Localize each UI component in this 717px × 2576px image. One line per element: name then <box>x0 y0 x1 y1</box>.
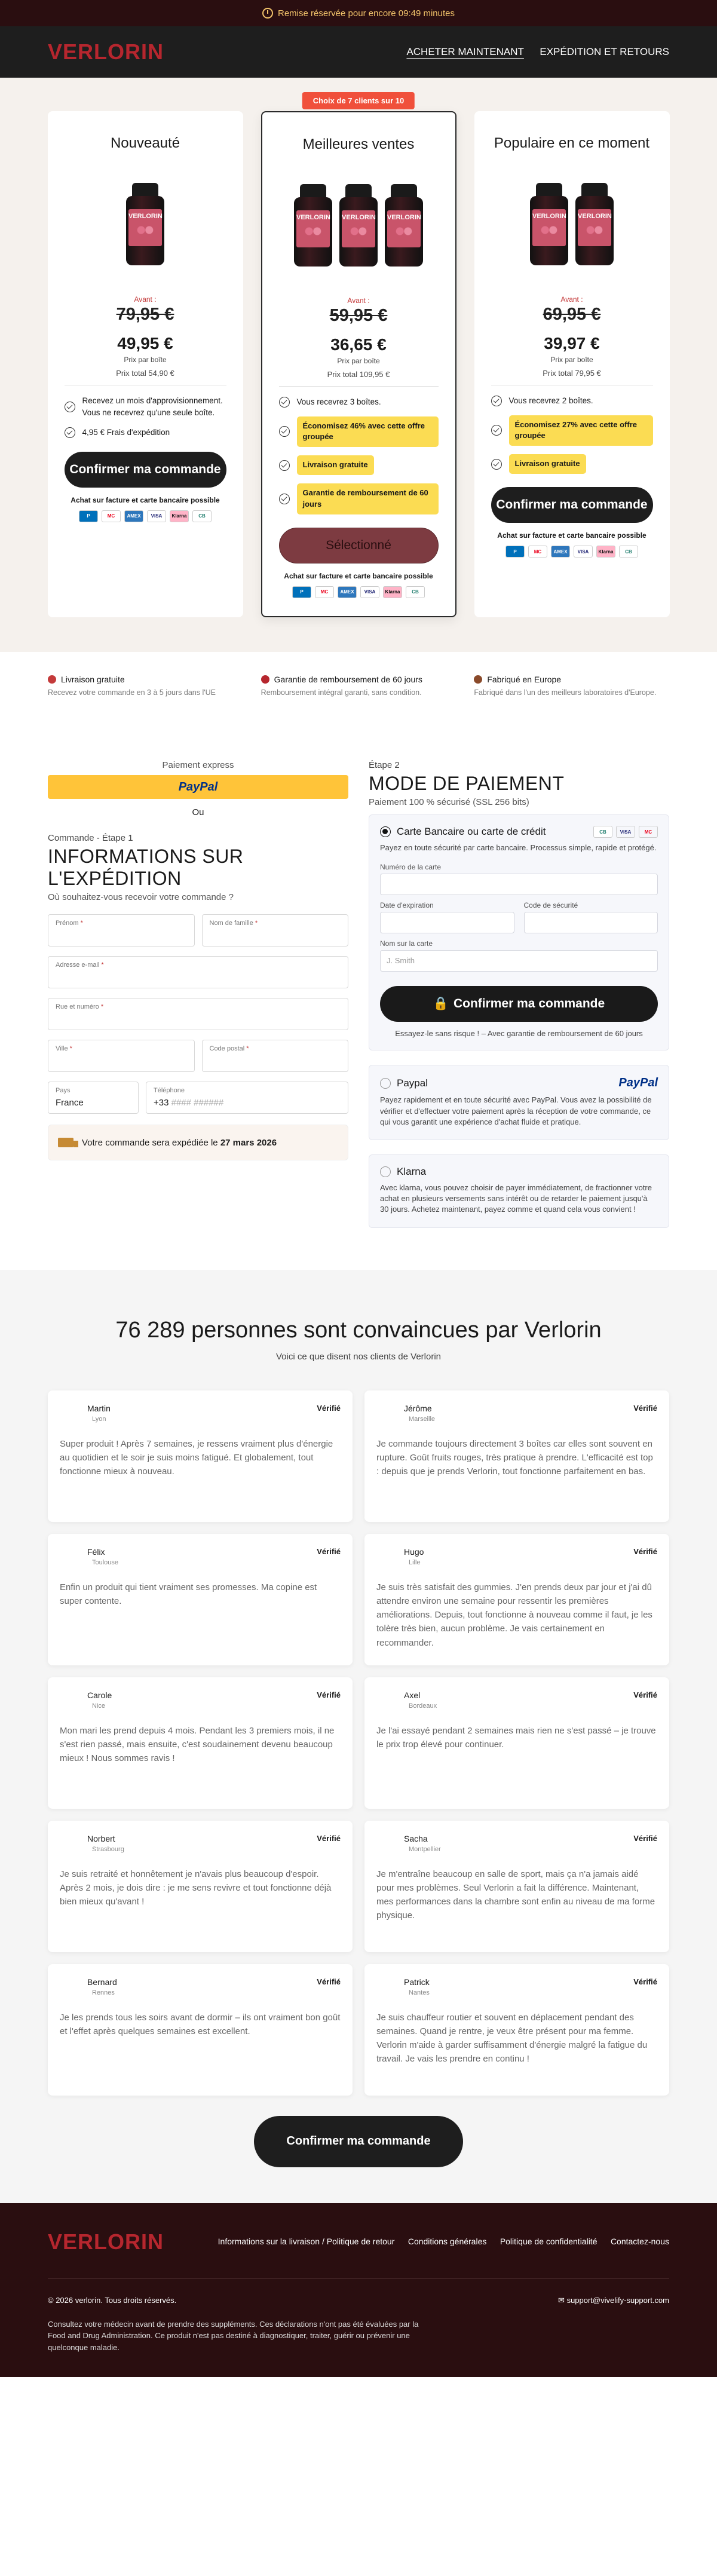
offer-title: Populaire en ce moment <box>494 135 650 151</box>
review-card <box>48 1821 353 1952</box>
reviews-title: 76 289 personnes sont convaincues par Verlorin <box>115 1317 602 1343</box>
offer-feature: Garantie de remboursement de 60 jours <box>279 483 439 514</box>
check-icon <box>65 427 75 438</box>
bottle-image: VERLORIN <box>337 184 380 267</box>
offer-feature: Recevez un mois d'approvisionnement. Vous ne recevrez qu'une seule boîte. <box>65 395 226 418</box>
reviews-lead: Voici ce que disent nos clients de Verlorin <box>276 1351 441 1362</box>
payment-line: Achat sur facture et carte bancaire possible <box>284 571 433 580</box>
payment-icon: MC <box>102 510 121 522</box>
old-price: 59,95 € <box>329 306 388 325</box>
klarna-desc: Avec klarna, vous pouvez choisir de payer immédiatement, de fractionner votre achat en plusieurs versements sans intérêt ou de retarder le paiement jusqu'à 30 jours. Achetez maintenant, payez comme et quand cela vous convient ! <box>380 1183 652 1214</box>
review-text: Je m'entraîne beaucoup en salle de sport, mais ça n'a jamais aidé pour mes problèmes. Seul Verlorin a fait la différence. Maintenant, mes performances dans la chambre sont enfin au niveau de ma forme physique. <box>376 1869 655 1921</box>
reviewer-city: Marseille <box>409 1415 436 1423</box>
nav-buy-now[interactable]: ACHETER MAINTENANT <box>406 46 524 57</box>
payment-title: MODE DE PAIEMENT <box>369 773 565 795</box>
payment-icons <box>279 586 439 598</box>
payment-step-label: Étape 2 <box>369 760 400 771</box>
offer-feature: Livraison gratuite <box>491 454 653 474</box>
reassurance-strip <box>48 652 669 725</box>
card-name-label: Nom sur la carte <box>380 939 433 948</box>
payment-icon: VISA <box>574 546 593 558</box>
reviewer-name: Carole <box>87 1690 112 1700</box>
price-per-box: Prix par boîte <box>337 357 380 365</box>
payment-icon: AMEX <box>124 510 143 522</box>
street-field[interactable]: Rue et numéro * <box>48 998 348 1030</box>
payment-icon: CB <box>619 546 638 558</box>
reviewer-name: Patrick <box>404 1977 430 1987</box>
selected-button[interactable]: Sélectionné <box>279 528 439 563</box>
review-text: Je commande toujours directement 3 boîtes car elles sont souvent en rupture. Goût fruits rouges, très pratique à prendre. L'efficacité est top : depuis que je prends Verlorin, tout fonctionne parfaitement en bas. <box>376 1438 653 1477</box>
before-label: Avant : <box>347 296 370 305</box>
check-icon <box>279 426 290 437</box>
review-text: Super produit ! Après 7 semaines, je ressens vraiment plus d'énergie au quotidien et le soir je suis moins fatigué. Et globalement, tout fonctionne mieux à nouveau. <box>60 1438 333 1477</box>
verified-badge: Vérifié <box>633 1546 657 1556</box>
payment-icon: P <box>292 586 311 598</box>
offer-feature: Économisez 46% avec cette offre groupée <box>279 416 439 448</box>
verified-badge: Vérifié <box>317 1833 341 1843</box>
payment-icon: MC <box>528 546 547 558</box>
cvc-input[interactable] <box>524 912 658 933</box>
review-text: Enfin un produit qui tient vraiment ses promesses. Ma copine est super contente. <box>60 1582 317 1606</box>
phone-field[interactable]: Téléphone +33 #### ###### <box>146 1082 348 1114</box>
mail-icon: ✉ <box>558 2295 567 2305</box>
verified-badge: Vérifié <box>633 1833 657 1843</box>
klarna-payment-option[interactable]: Klarna Avec klarna, vous pouvez choisir de payer immédiatement, de fractionner votre achat en plusieurs versements sans intérêt ou de retarder le paiement jusqu'à 30 jours. Achetez maintenant, payez comme et quand cela vous convient ! <box>369 1154 669 1228</box>
check-icon <box>491 425 502 436</box>
review-card <box>364 1390 669 1522</box>
payment-icon: P <box>505 546 525 558</box>
review-card <box>48 1964 353 2096</box>
offer-feature: Vous recevrez 2 boîtes. <box>491 395 653 407</box>
check-icon <box>279 494 290 504</box>
expiry-input[interactable] <box>380 912 514 933</box>
expiry-label: Date d'expiration <box>380 901 434 910</box>
old-price: 79,95 € <box>116 305 174 324</box>
check-icon <box>279 460 290 471</box>
countdown-bar <box>0 0 717 26</box>
klarna-radio[interactable] <box>380 1166 391 1177</box>
offer-title: Nouveauté <box>110 135 180 151</box>
payment-line: Achat sur facture et carte bancaire possible <box>497 531 646 540</box>
offer-card[interactable] <box>474 111 670 617</box>
card-number-input[interactable] <box>380 874 658 895</box>
price-per-box: Prix par boîte <box>124 356 167 364</box>
shipping-form <box>48 760 348 1227</box>
disclaimer: Consultez votre médecin avant de prendre des suppléments. Ces déclarations n'ont pas été évaluées par la Food and Drug Administration. Ce produit n'est pas destiné à diagnostiquer, traiter, guérir ou prévenir une quelconque maladie. <box>48 2319 419 2352</box>
email-field[interactable]: Adresse e-mail * <box>48 956 348 988</box>
payment-icon: CB <box>406 586 425 598</box>
review-text: Je suis retraité et honnêtement je n'avais plus beaucoup d'espoir. Après 2 mois, je dois dire : je me sens revivre et tout fonctionne déjà bien mieux qu'avant ! <box>60 1869 332 1907</box>
reassurance-item: Garantie de remboursement de 60 jours Remboursement intégral garanti, sans condition. <box>261 674 422 697</box>
offers-section <box>0 78 717 652</box>
verified-badge: Vérifié <box>633 1977 657 1986</box>
reviews-section <box>0 1270 717 2203</box>
payment-icon: VISA <box>360 586 379 598</box>
lock-icon: 🔒 <box>433 997 449 1011</box>
city-field[interactable]: Ville * <box>48 1040 195 1072</box>
old-price: 69,95 € <box>543 305 601 324</box>
payment-icon: Klarna <box>383 586 402 598</box>
before-label: Avant : <box>134 295 157 304</box>
shipping-subtitle: Où souhaitez-vous recevoir votre commande ? <box>48 892 234 903</box>
offer-title: Meilleures ventes <box>302 136 415 152</box>
offer-card[interactable] <box>48 111 243 617</box>
reviews-confirm-button[interactable]: Confirmer ma commande <box>254 2116 463 2167</box>
offer-feature: 4,95 € Frais d'expédition <box>65 427 226 439</box>
review-card <box>364 1964 669 2096</box>
total-price: Prix total 79,95 € <box>491 369 653 385</box>
badge-icon <box>261 675 269 684</box>
review-text: Je les prends tous les soirs avant de dormir – ils ont vraiment bon goût et l'effet après quelques semaines est excellent. <box>60 2012 341 2036</box>
check-icon <box>491 459 502 470</box>
paypal-express-button[interactable] <box>48 775 348 799</box>
reviewer-name: Axel <box>404 1690 421 1700</box>
payment-section <box>369 760 669 1227</box>
paypal-logo: PayPal <box>618 1076 658 1090</box>
review-text: Je l'ai essayé pendant 2 semaines mais rien ne s'est passé – je trouve le prix trop élevé pour continuer. <box>376 1725 656 1750</box>
risk-free-note: Essayez-le sans risque ! – Avec garantie de remboursement de 60 jours <box>395 1029 643 1039</box>
main-nav <box>393 46 669 58</box>
check-icon <box>65 402 75 412</box>
confirm-order-button[interactable]: Confirmer ma commande <box>491 487 653 523</box>
country-select[interactable]: Pays France <box>48 1082 139 1114</box>
reviewer-city: Toulouse <box>92 1558 119 1566</box>
payment-icon: Klarna <box>596 546 615 558</box>
product-image <box>279 171 439 267</box>
offer-price: 36,65 € <box>330 335 387 354</box>
review-text: Je suis très satisfait des gummies. J'en prends deux par jour et j'ai dû attendre environ une semaine pour ressentir les premières améliorations. Depuis, tout fonctionne à nouveau comme il faut, je les tolère très bien, aucun problème. Je vais certainement en recommander. <box>376 1582 652 1648</box>
reviewer-city: Strasbourg <box>92 1845 124 1853</box>
card-payment-option[interactable]: Carte Bancaire ou carte de crédit CB VISA MC Payez en toute sécurité par carte bancaire. Processus simple, rapide et protégé. Numéro de la carte Date d'expiration Code de sécurité Nom sur la carte J. Smith 🔒 Confirmer ma commande Essayez-le sans risque ! – Avec garantie de remboursement de 60 jours <box>369 814 669 1050</box>
checkout-section <box>48 724 669 1269</box>
price-per-box: Prix par boîte <box>550 356 593 364</box>
verified-badge: Vérifié <box>317 1690 341 1699</box>
visa-icon: VISA <box>616 826 635 838</box>
paypal-payment-option[interactable]: Paypal PayPal Payez rapidement et en toute sécurité avec PayPal. Vous avez la possibilité de vérifier et d'effectuer votre paiement après la réception de votre commande, ce qui vous garantit une expérience d'achat fluide et pratique. <box>369 1065 669 1140</box>
footer-link-contact[interactable]: Contactez-nous <box>610 2236 669 2246</box>
footer-link-shipping[interactable]: Informations sur la livraison / Politique de retour <box>217 2236 395 2246</box>
card-name-input[interactable]: J. Smith <box>380 950 658 972</box>
popular-badge: Choix de 7 clients sur 10 <box>302 92 415 109</box>
review-text: Mon mari les prend depuis 4 mois. Pendant les 3 premiers mois, il ne s'est rien passé, mais ensuite, c'est soudainement devenu beaucoup mieux ! Nous sommes ravis ! <box>60 1725 335 1764</box>
review-card <box>48 1677 353 1809</box>
reviewer-name: Jérôme <box>404 1403 432 1413</box>
check-icon <box>279 397 290 408</box>
cvc-label: Code de sécurité <box>523 901 578 910</box>
bottle-image: VERLORIN <box>573 183 616 265</box>
verified-badge: Vérifié <box>317 1403 341 1413</box>
payment-icons <box>491 546 653 558</box>
product-image <box>65 170 226 265</box>
truck-icon <box>58 1138 73 1147</box>
support-email[interactable]: ✉ support@vivelify-support.com <box>558 2295 669 2305</box>
express-label: Paiement express <box>162 760 234 771</box>
reviewer-name: Norbert <box>87 1833 115 1843</box>
payment-icons <box>65 510 226 522</box>
confirm-order-button[interactable]: Confirmer ma commande <box>65 452 226 488</box>
total-price: Prix total 109,95 € <box>279 370 439 387</box>
badge-icon <box>48 675 56 684</box>
payment-line: Achat sur facture et carte bancaire possible <box>71 495 220 504</box>
footer-link-privacy[interactable]: Politique de confidentialité <box>500 2236 598 2246</box>
bottle-image: VERLORIN <box>528 183 571 265</box>
payment-icon: MC <box>315 586 334 598</box>
logo[interactable]: VERLORIN <box>48 39 164 64</box>
footer-link-terms[interactable]: Conditions générales <box>407 2236 487 2246</box>
reassurance-item: Livraison gratuite Recevez votre commande en 3 à 5 jours dans l'UE <box>48 674 216 697</box>
payment-icon: Klarna <box>170 510 189 522</box>
step-label: Commande - Étape 1 <box>48 833 133 844</box>
verified-badge: Vérifié <box>317 1546 341 1556</box>
product-image <box>491 170 653 265</box>
reviewer-name: Félix <box>87 1546 105 1557</box>
review-card <box>364 1677 669 1809</box>
review-card <box>48 1390 353 1522</box>
reviewer-name: Bernard <box>87 1977 117 1987</box>
footer-logo[interactable]: VERLORIN <box>48 2229 164 2254</box>
shipping-title: INFORMATIONS SUR L'EXPÉDITION <box>48 846 244 890</box>
reviewer-name: Hugo <box>404 1546 424 1557</box>
mastercard-icon: MC <box>639 826 658 838</box>
reviewer-city: Montpellier <box>409 1845 441 1853</box>
badge-icon <box>474 675 482 684</box>
offer-feature: Vous recevrez 3 boîtes. <box>279 396 439 408</box>
reviewer-city: Nantes <box>409 1989 430 1996</box>
first-name-field[interactable]: Prénom * <box>48 914 195 947</box>
review-card <box>364 1821 669 1952</box>
payment-icon: AMEX <box>338 586 357 598</box>
nav-shipping-returns[interactable]: EXPÉDITION ET RETOURS <box>540 46 669 57</box>
or-divider: Ou <box>192 807 204 818</box>
paypal-radio[interactable] <box>380 1078 391 1089</box>
card-desc: Payez en toute sécurité par carte bancaire. Processus simple, rapide et protégé. <box>380 843 657 853</box>
reviewer-city: Rennes <box>92 1989 115 1996</box>
offer-price: 49,95 € <box>117 334 173 353</box>
payment-subtitle: Paiement 100 % sécurisé (SSL 256 bits) <box>369 797 529 808</box>
offer-feature: Économisez 27% avec cette offre groupée <box>491 415 653 446</box>
reviewer-city: Bordeaux <box>409 1702 437 1710</box>
payment-icon: P <box>79 510 98 522</box>
review-card <box>48 1534 353 1665</box>
clock-icon <box>262 8 273 19</box>
reviewer-name: Sacha <box>404 1833 428 1843</box>
offer-card[interactable] <box>261 96 456 617</box>
reviewer-city: Lyon <box>92 1415 106 1423</box>
payment-icon: VISA <box>147 510 166 522</box>
before-label: Avant : <box>560 295 583 304</box>
verified-badge: Vérifié <box>633 1403 657 1413</box>
bottle-image: VERLORIN <box>124 183 167 265</box>
reviewer-city: Lille <box>409 1558 421 1566</box>
confirm-payment-button[interactable]: 🔒 Confirmer ma commande <box>380 986 658 1022</box>
payment-icon: AMEX <box>551 546 570 558</box>
last-name-field[interactable]: Nom de famille * <box>202 914 349 947</box>
reassurance-item: Fabriqué en Europe Fabriqué dans l'un des meilleurs laboratoires d'Europe. <box>474 674 657 697</box>
card-radio[interactable] <box>380 826 391 837</box>
card-number-label: Numéro de la carte <box>380 863 442 872</box>
copyright: © 2026 verlorin. Tous droits réservés. <box>48 2295 177 2305</box>
bottle-image: VERLORIN <box>292 184 335 267</box>
site-footer <box>0 2203 717 2378</box>
reviewer-name: Martin <box>87 1403 111 1413</box>
verified-badge: Vérifié <box>317 1977 341 1986</box>
review-card <box>364 1534 669 1665</box>
paypal-desc: Payez rapidement et en toute sécurité avec PayPal. Vous avez la possibilité de vérifier et d'effectuer votre paiement après la réception de votre commande, ce qui vous garantit une expérience d'achat fluide et pratique. <box>380 1095 652 1126</box>
site-header <box>0 26 717 78</box>
shipping-date-note: Votre commande sera expédiée le 27 mars 2026 <box>48 1125 348 1160</box>
check-icon <box>491 396 502 406</box>
offer-price: 39,97 € <box>544 334 600 353</box>
bottle-image: VERLORIN <box>382 184 425 267</box>
cb-icon: CB <box>593 826 612 838</box>
payment-icon: CB <box>192 510 212 522</box>
paypal-logo: PayPal <box>178 780 218 794</box>
postal-code-field[interactable]: Code postal * <box>202 1040 349 1072</box>
total-price: Prix total 54,90 € <box>65 369 226 385</box>
reviewer-city: Nice <box>92 1702 106 1710</box>
countdown-text: Remise réservée pour encore 09:49 minutes <box>278 8 455 19</box>
offer-feature: Livraison gratuite <box>279 455 439 475</box>
review-text: Je suis chauffeur routier et souvent en déplacement pendant des semaines. Quand je rentre, je veux être présent pour ma femme. Verlorin m'aide à garder suffisamment d'énergie malgré la fatigue du travail. Je vais les prendre en continu ! <box>376 2012 648 2065</box>
verified-badge: Vérifié <box>633 1690 657 1699</box>
